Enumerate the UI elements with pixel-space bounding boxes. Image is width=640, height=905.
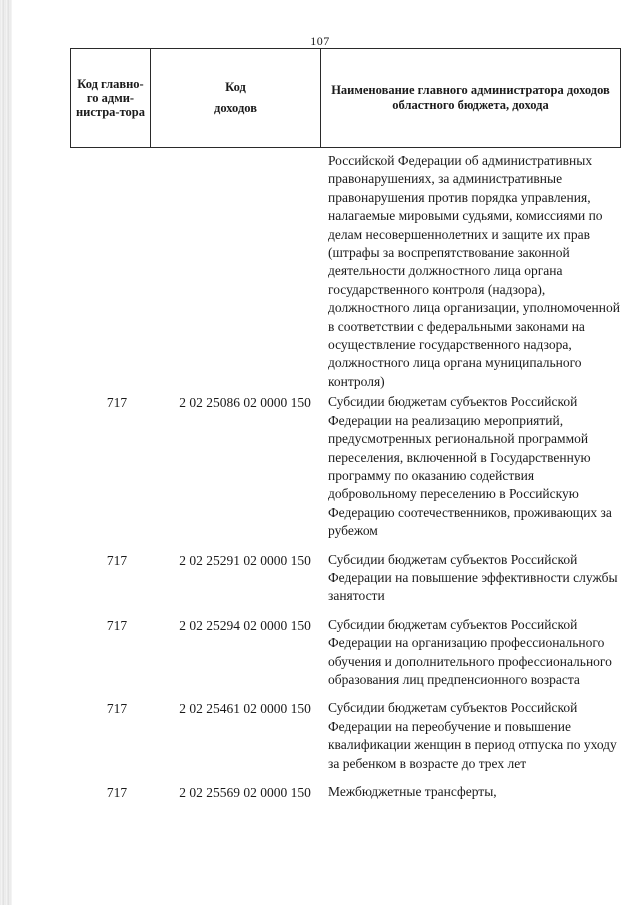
table-row [70,152,620,391]
name-cell: Субсидии бюджетам субъектов Российской Федерации на реализацию мероприятий, предусмотренных региональной программой переселения, включенной в Государственную программу по оказанию содействия добровольному переселению в Российскую Федерацию соотечественников, проживающих за рубежом [328,394,612,539]
header-revenue-code-line1: Код [225,80,246,94]
table-row [70,393,620,540]
revenue-code-cell: 2 02 25461 02 0000 150 [179,701,311,717]
table-row [70,616,620,690]
revenue-code-cell: 2 02 25569 02 0000 150 [179,785,311,800]
header-revenue-code [151,49,321,148]
name-cell: Субсидии бюджетам субъектов Российской Федерации на переобучение и повышение квалификации женщин в период отпуска по уходу за ребенком в возрасте до трех лет [328,700,617,771]
revenue-code-cell: 2 02 25291 02 0000 150 [179,552,311,568]
header-name: Наименование главного администратора доходов областного бюджета, дохода [321,49,621,148]
table-header [70,48,621,148]
scan-edge [0,0,12,905]
table-row [70,699,620,773]
name-cell: Субсидии бюджетам субъектов Российской Федерации на организацию профессионального обучения и дополнительного профессионального образования лиц предпенсионного возраста [328,616,612,687]
header-revenue-code-line2: доходов [214,101,257,115]
admin-code-cell: 717 [106,701,128,717]
table-body [70,152,620,801]
name-cell: Межбюджетные трансферты, [328,784,497,799]
admin-code-cell: 717 [106,552,128,568]
header-admin-code: Код главно-го адми-нистра-тора [71,49,151,148]
table-row [70,551,620,606]
admin-code-cell: 717 [106,617,128,633]
name-cell: Субсидии бюджетам субъектов Российской Федерации на повышение эффективности службы занятости [328,551,618,604]
name-cell: Российской Федерации об административных правонарушениях, за административные правонарушения против порядка управления, налагаемые мировыми судьями, комиссиями по делам несовершеннолетних и защите их прав (штрафы за воспрепятствование законной деятельности должностного лица органа государственного контроля (надзора), должностного лица организации, уполномоченной в соответствии с федеральными законами на осуществление государственного надзора, должностного лица органа муниципального контроля) [328,153,620,389]
revenue-code-cell: 2 02 25294 02 0000 150 [179,617,311,633]
admin-code-cell: 717 [106,785,128,800]
admin-code-cell: 717 [106,395,128,411]
revenue-code-cell: 2 02 25086 02 0000 150 [179,395,311,411]
table-row [70,783,620,801]
page-number: 107 [310,34,330,48]
